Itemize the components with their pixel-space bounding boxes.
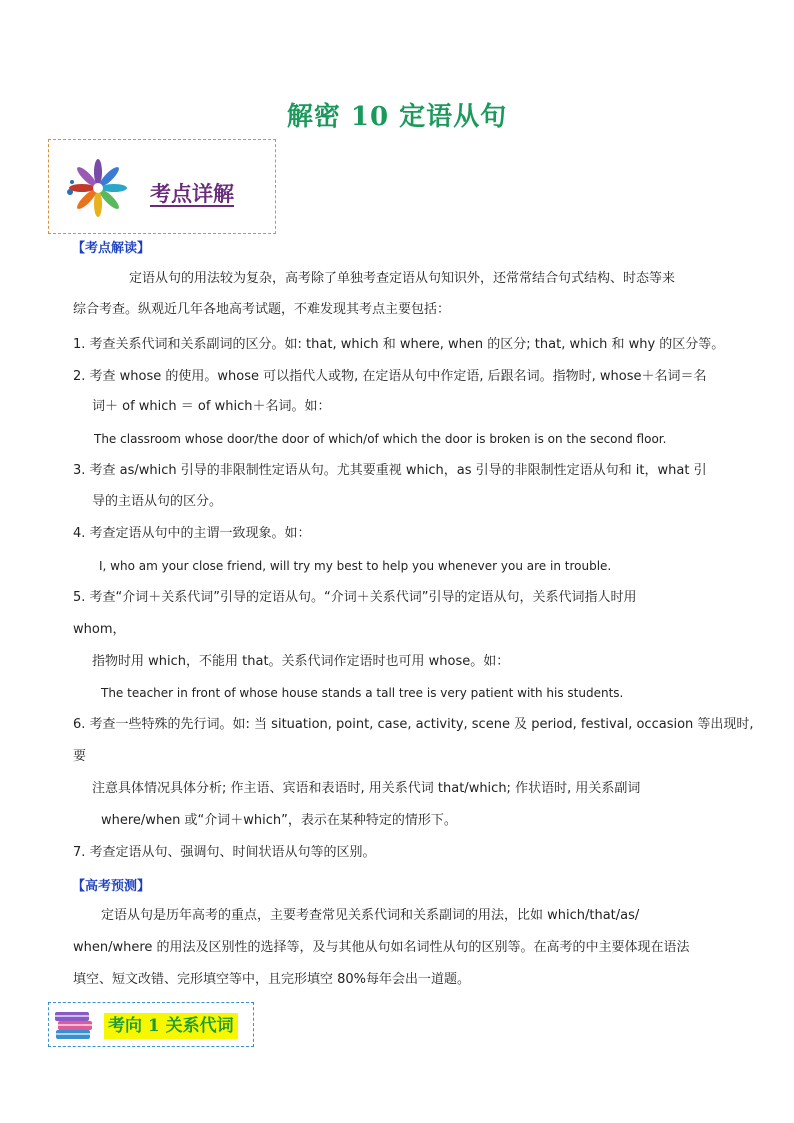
section-label-prediction: 【高考预测】 bbox=[72, 879, 151, 894]
body-line: 2. 考查 whose 的使用。whose 可以指代人或物, 在定语从句中作定语, 后跟名词。指物时, whose＋名词＝名 bbox=[73, 369, 707, 384]
body-line: 词＋ of which ＝ of which＋名词。如： bbox=[92, 399, 331, 414]
body-line: 5. 考查“介词＋关系代词”引导的定语从句。“介词＋关系代词”引导的定语从句，关系代词指人时用 bbox=[73, 590, 637, 605]
kaoxiang-heading: 考向 1 关系代词 bbox=[104, 1013, 238, 1039]
example-sentence: I, who am your close friend, will try my best to help you whenever you are in trouble. bbox=[99, 559, 612, 573]
body-line: 填空、短文改错、完形填空等中，且完形填空 80%每年会出一道题。 bbox=[73, 972, 471, 987]
body-line: where/when 或“介词＋which”，表示在某种特定的情形下。 bbox=[101, 813, 457, 828]
body-line: when/where 的用法及区别性的选择等，及与其他从句如名词性从句的区别等。在高考的中主要体现在语法 bbox=[73, 940, 690, 955]
body-line: 6. 考查一些特殊的先行词。如: 当 situation, point, case, activity, scene 及 period, festival, occasion 等出现时, bbox=[73, 717, 754, 732]
body-line: 要 bbox=[73, 749, 87, 764]
body-line: 导的主语从句的区分。 bbox=[92, 494, 223, 509]
kaodian-heading: 考点详解 bbox=[150, 181, 234, 206]
body-line: whom， bbox=[73, 622, 126, 637]
body-line: 综合考查。纵观近几年各地高考试题，不难发现其考点主要包括： bbox=[73, 302, 451, 317]
body-line: 7. 考查定语从句、强调句、时间状语从句等的区别。 bbox=[73, 845, 376, 860]
example-sentence: The teacher in front of whose house stands a tall tree is very patient with his students. bbox=[101, 686, 624, 700]
body-line: 4. 考查定语从句中的主谓一致现象。如： bbox=[73, 526, 311, 541]
body-line: 定语从句是历年高考的重点，主要考查常见关系代词和关系副词的用法，比如 which/that/as/ bbox=[101, 908, 640, 923]
section-label-interpretation: 【考点解读】 bbox=[72, 241, 151, 256]
example-sentence: The classroom whose door/the door of which/of which the door is broken is on the second floor. bbox=[94, 432, 667, 446]
flower-logo-icon bbox=[62, 152, 132, 224]
body-line: 注意具体情况具体分析; 作主语、宾语和表语时, 用关系代词 that/which; 作状语时, 用关系副词 bbox=[92, 781, 641, 796]
body-line: 指物时用 which，不能用 that。关系代词作定语时也可用 whose。如： bbox=[92, 654, 510, 669]
body-line: 定语从句的用法较为复杂，高考除了单独考查定语从句知识外，还常常结合句式结构、时态等来 bbox=[129, 271, 676, 286]
page-title: 解密 10 定语从句 bbox=[286, 102, 508, 132]
body-line: 3. 考查 as/which 引导的非限制性定语从句。尤其要重视 which，as 引导的非限制性定语从句和 it，what 引 bbox=[73, 463, 707, 478]
body-line: 1. 考查关系代词和关系副词的区分。如: that, which 和 where, when 的区分; that, which 和 why 的区分等。 bbox=[73, 337, 725, 352]
books-icon bbox=[52, 1008, 96, 1042]
